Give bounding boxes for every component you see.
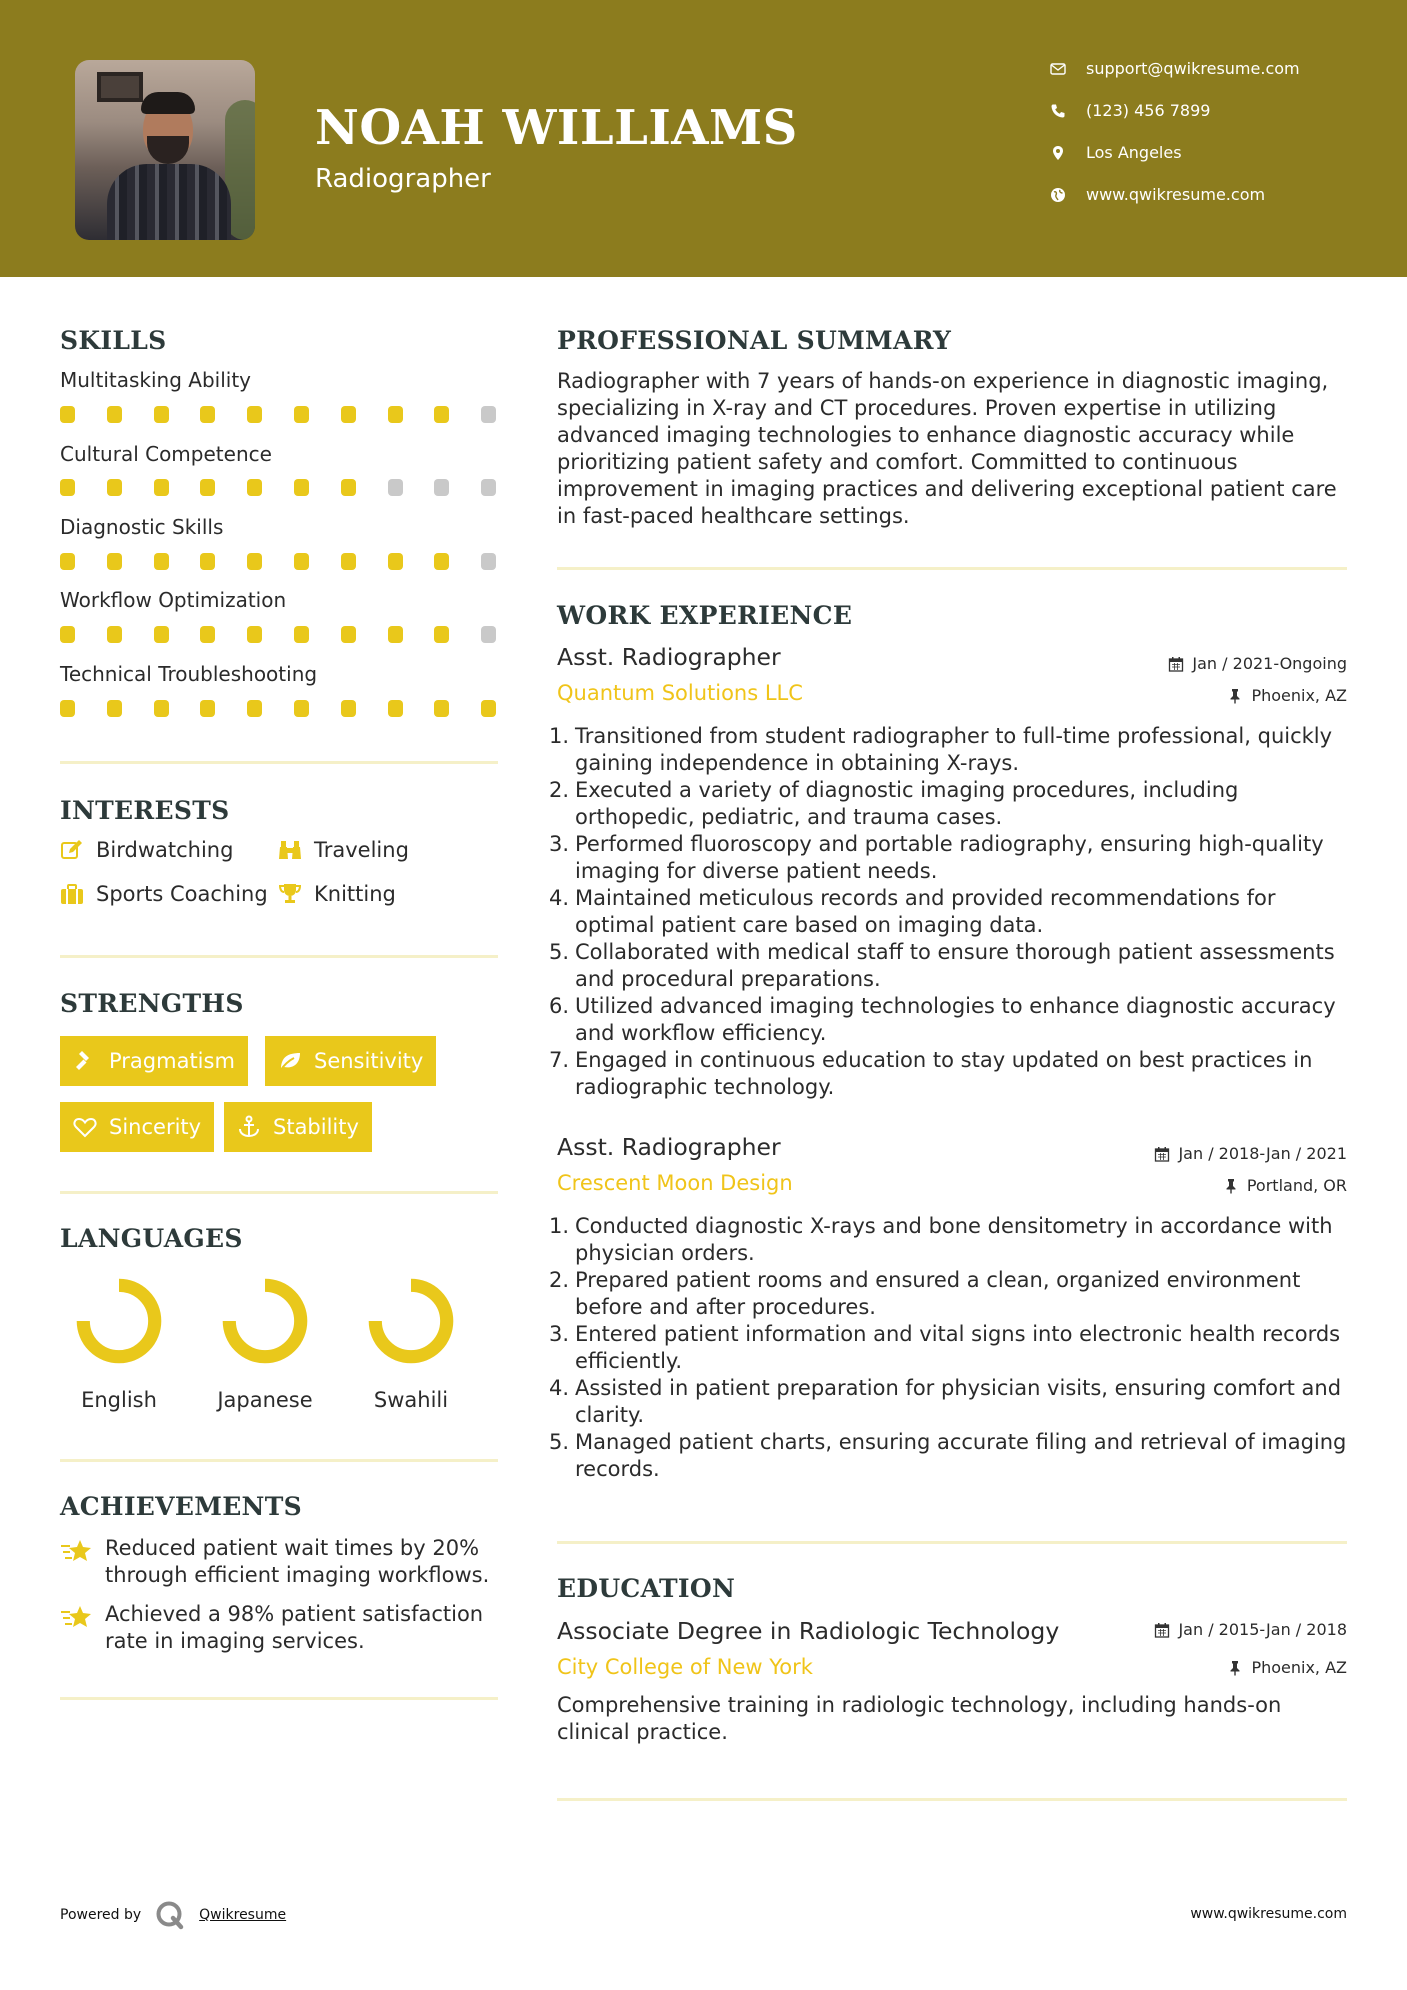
skill-dot-filled — [388, 626, 403, 643]
skill-dot-filled — [434, 406, 449, 423]
job-dates-text: Jan / 2018-Jan / 2021 — [1178, 1144, 1347, 1163]
language-name: Swahili — [373, 1388, 449, 1412]
responsibility-item: Prepared patient rooms and ensured a clean, organized environment before and after procedures. — [575, 1268, 1301, 1319]
skill-dot-empty — [388, 479, 403, 496]
section-divider — [557, 567, 1347, 570]
company-name: Quantum Solutions LLC — [557, 681, 803, 705]
skill-dot-filled — [294, 406, 309, 423]
contact-website-text: www.qwikresume.com — [1086, 185, 1266, 204]
language-item — [64, 1274, 174, 1412]
education-location — [1227, 1658, 1347, 1677]
language-ring — [364, 1274, 458, 1368]
achievement-text: Reduced patient wait times by 20% through efficient imaging workflows. — [105, 1536, 490, 1587]
contact-phone-text: (123) 456 7899 — [1086, 101, 1211, 120]
education-heading: EDUCATION — [557, 1574, 736, 1603]
interests-heading: INTERESTS — [60, 796, 230, 825]
binoculars-icon — [278, 838, 314, 862]
skill-dot-filled — [200, 406, 215, 423]
interest-label: Birdwatching — [96, 838, 234, 862]
gavel-icon — [73, 1049, 97, 1073]
envelope-icon — [1050, 61, 1086, 77]
contact-website[interactable] — [1050, 185, 1380, 204]
shooting-star-icon — [60, 1537, 94, 1567]
responsibility-item: Utilized advanced imaging technologies to enhance diagnostic accuracy and workflow efficiency. — [575, 994, 1336, 1045]
powered-by-label: Powered by — [60, 1907, 142, 1923]
strengths-heading: STRENGTHS — [60, 989, 244, 1018]
skill-dot-filled — [434, 553, 449, 570]
calendar-icon — [1168, 656, 1184, 672]
responsibility-item: Entered patient information and vital signs into electronic health records efficiently. — [575, 1322, 1341, 1373]
skill-dot-filled — [247, 700, 262, 717]
responsibility-item: Managed patient charts, ensuring accurate filing and retrieval of imaging records. — [575, 1430, 1347, 1481]
language-ring-arc — [229, 1285, 300, 1356]
contact-phone[interactable] — [1050, 101, 1380, 120]
job-responsibilities — [557, 723, 1347, 1101]
qwikresume-logo-icon — [155, 1900, 185, 1930]
skill-dot-empty — [481, 479, 496, 496]
skill-dot-filled — [200, 553, 215, 570]
leaf-icon — [278, 1049, 302, 1073]
section-divider — [60, 1191, 498, 1194]
interest-item — [60, 838, 233, 862]
language-ring — [218, 1274, 312, 1368]
job-dates — [1154, 1144, 1347, 1163]
skill-dot-filled — [107, 626, 122, 643]
language-ring-arc — [83, 1285, 154, 1356]
interest-label: Sports Coaching — [96, 882, 268, 906]
skill-dot-filled — [154, 406, 169, 423]
calendar-icon — [1154, 1146, 1170, 1162]
resume-header — [0, 0, 1407, 277]
section-divider — [60, 1459, 498, 1462]
responsibility-item: Executed a variety of diagnostic imaging procedures, including orthopedic, pediatric, and trauma cases. — [575, 778, 1239, 829]
language-item — [356, 1274, 466, 1412]
achievement-item — [60, 1535, 500, 1589]
skill-dot-filled — [154, 553, 169, 570]
skill-dot-filled — [481, 700, 496, 717]
education-dates-text: Jan / 2015-Jan / 2018 — [1178, 1620, 1347, 1639]
language-ring — [72, 1274, 166, 1368]
interest-label: Knitting — [314, 882, 396, 906]
skill-name: Technical Troubleshooting — [60, 662, 318, 686]
interest-item — [278, 882, 396, 906]
skill-dot-filled — [154, 700, 169, 717]
responsibility-item: Maintained meticulous records and provided recommendations for optimal patient care based on imaging data. — [575, 886, 1276, 937]
skill-dot-filled — [247, 406, 262, 423]
skill-dot-filled — [200, 626, 215, 643]
skill-dot-filled — [434, 626, 449, 643]
skills-heading: SKILLS — [60, 326, 167, 355]
skill-dot-empty — [481, 406, 496, 423]
strength-label: Sensitivity — [314, 1049, 424, 1073]
pushpin-icon — [1223, 1178, 1239, 1194]
education-dates — [1154, 1620, 1347, 1639]
skill-rating — [60, 553, 500, 571]
calendar-icon — [1154, 1622, 1170, 1638]
responsibility-item: Assisted in patient preparation for physician visits, ensuring comfort and clarity. — [575, 1376, 1342, 1427]
pencil-square-icon — [60, 838, 96, 862]
strength-label: Stability — [273, 1115, 359, 1139]
summary-text: Radiographer with 7 years of hands-on experience in diagnostic imaging, specializing in X-ray and CT procedures. Proven expertise in utilizing advanced imaging technologies to enhance diagnostic accuracy while prioritizing patient safety and comfort. Committed to continuous improvement in imaging practices and delivering exceptional patient care in fast-paced healthcare settings. — [557, 369, 1337, 528]
section-divider — [60, 1697, 498, 1700]
job-title: Asst. Radiographer — [557, 643, 781, 671]
skill-dot-filled — [294, 700, 309, 717]
skill-dot-filled — [341, 553, 356, 570]
responsibility-item: Collaborated with medical staff to ensure thorough patient assessments and procedural preparations. — [575, 940, 1335, 991]
skill-name: Workflow Optimization — [60, 588, 287, 612]
language-item — [210, 1274, 320, 1412]
contact-location — [1050, 143, 1380, 162]
skill-name: Multitasking Ability — [60, 368, 251, 392]
trophy-icon — [278, 882, 314, 906]
skill-dot-empty — [434, 479, 449, 496]
skill-dot-filled — [294, 626, 309, 643]
skill-dot-filled — [341, 626, 356, 643]
heart-icon — [73, 1115, 97, 1139]
globe-icon — [1050, 187, 1086, 203]
languages-heading: LANGUAGES — [60, 1224, 243, 1253]
skill-dot-filled — [107, 406, 122, 423]
skill-dot-empty — [481, 626, 496, 643]
job-title: Asst. Radiographer — [557, 1133, 781, 1161]
skill-dot-empty — [481, 553, 496, 570]
job-responsibilities — [557, 1213, 1347, 1483]
strength-badge — [224, 1102, 372, 1152]
pushpin-icon — [1227, 1660, 1243, 1676]
candidate-name: NOAH WILLIAMS — [315, 100, 798, 156]
contact-email-text: support@qwikresume.com — [1086, 59, 1300, 78]
strength-label: Sincerity — [109, 1115, 202, 1139]
job-location — [1223, 1176, 1347, 1195]
strength-badge — [265, 1036, 436, 1086]
map-marker-icon — [1050, 145, 1086, 161]
skill-dot-filled — [341, 406, 356, 423]
degree-title: Associate Degree in Radiologic Technology — [557, 1617, 1060, 1645]
summary-heading: PROFESSIONAL SUMMARY — [557, 326, 952, 355]
skill-dot-filled — [247, 479, 262, 496]
shooting-star-icon — [60, 1603, 94, 1633]
skill-name: Diagnostic Skills — [60, 515, 224, 539]
skill-dot-filled — [107, 553, 122, 570]
skill-dot-filled — [341, 700, 356, 717]
section-divider — [60, 761, 498, 764]
phone-icon — [1050, 103, 1086, 119]
candidate-title: Radiographer — [315, 164, 491, 194]
experience-heading: WORK EXPERIENCE — [557, 601, 853, 630]
interest-label: Traveling — [314, 838, 409, 862]
interest-item — [60, 882, 268, 906]
language-ring-arc — [375, 1285, 446, 1356]
job-location — [1227, 686, 1347, 705]
contact-email[interactable] — [1050, 59, 1380, 78]
skill-dot-filled — [154, 626, 169, 643]
responsibility-item: Engaged in continuous education to stay updated on best practices in radiographic technology. — [575, 1048, 1313, 1099]
school-name: City College of New York — [557, 1655, 813, 1679]
job-dates-text: Jan / 2021-Ongoing — [1192, 654, 1347, 673]
education-description: Comprehensive training in radiologic technology, including hands-on clinical practice. — [557, 1693, 1282, 1744]
skill-dot-filled — [247, 553, 262, 570]
responsibility-item: Performed fluoroscopy and portable radiography, ensuring high-quality imaging for diverse patient needs. — [575, 832, 1324, 883]
pushpin-icon — [1227, 688, 1243, 704]
skill-rating — [60, 479, 500, 497]
skill-dot-filled — [200, 479, 215, 496]
skill-dot-filled — [107, 700, 122, 717]
strength-label: Pragmatism — [109, 1049, 235, 1073]
job-location-text: Phoenix, AZ — [1251, 686, 1347, 705]
skill-dot-filled — [294, 553, 309, 570]
achievement-item — [60, 1601, 500, 1655]
skill-dot-filled — [60, 479, 75, 496]
skill-dot-filled — [294, 479, 309, 496]
skill-name: Cultural Competence — [60, 442, 272, 466]
skill-dot-filled — [200, 700, 215, 717]
skill-rating — [60, 626, 500, 644]
skill-dot-filled — [388, 553, 403, 570]
skill-rating — [60, 406, 500, 424]
achievements-heading: ACHIEVEMENTS — [60, 1492, 302, 1521]
skill-dot-filled — [60, 553, 75, 570]
profile-photo — [75, 60, 255, 240]
interest-item — [278, 838, 409, 862]
education-location-text: Phoenix, AZ — [1251, 1658, 1347, 1677]
skill-dot-filled — [388, 406, 403, 423]
skill-dot-filled — [341, 479, 356, 496]
language-name: Japanese — [217, 1388, 313, 1412]
section-divider — [60, 955, 498, 958]
responsibility-item: Conducted diagnostic X-rays and bone densitometry in accordance with physician orders. — [575, 1214, 1333, 1265]
strength-badge — [60, 1036, 248, 1086]
skill-dot-filled — [247, 626, 262, 643]
skill-dot-filled — [60, 700, 75, 717]
responsibility-item: Transitioned from student radiographer to full-time professional, quickly gaining independence in obtaining X-rays. — [575, 724, 1333, 775]
skill-dot-filled — [60, 626, 75, 643]
anchor-icon — [237, 1115, 261, 1139]
skill-rating — [60, 700, 500, 718]
skill-dot-filled — [60, 406, 75, 423]
section-divider — [557, 1541, 1347, 1544]
footer-powered-by — [60, 1900, 286, 1930]
skill-dot-filled — [434, 700, 449, 717]
skill-dot-filled — [388, 700, 403, 717]
company-name: Crescent Moon Design — [557, 1171, 793, 1195]
language-name: English — [81, 1388, 157, 1412]
section-divider — [557, 1798, 1347, 1801]
briefcase-icon — [60, 882, 96, 906]
qwikresume-link[interactable]: Qwikresume — [199, 1907, 287, 1923]
achievement-text: Achieved a 98% patient satisfaction rate in imaging services. — [105, 1602, 484, 1653]
footer-website-link[interactable]: www.qwikresume.com — [1190, 1906, 1347, 1922]
job-dates — [1168, 654, 1347, 673]
strength-badge — [60, 1102, 214, 1152]
contact-location-text: Los Angeles — [1086, 143, 1182, 162]
job-location-text: Portland, OR — [1246, 1176, 1347, 1195]
skill-dot-filled — [107, 479, 122, 496]
skill-dot-filled — [154, 479, 169, 496]
